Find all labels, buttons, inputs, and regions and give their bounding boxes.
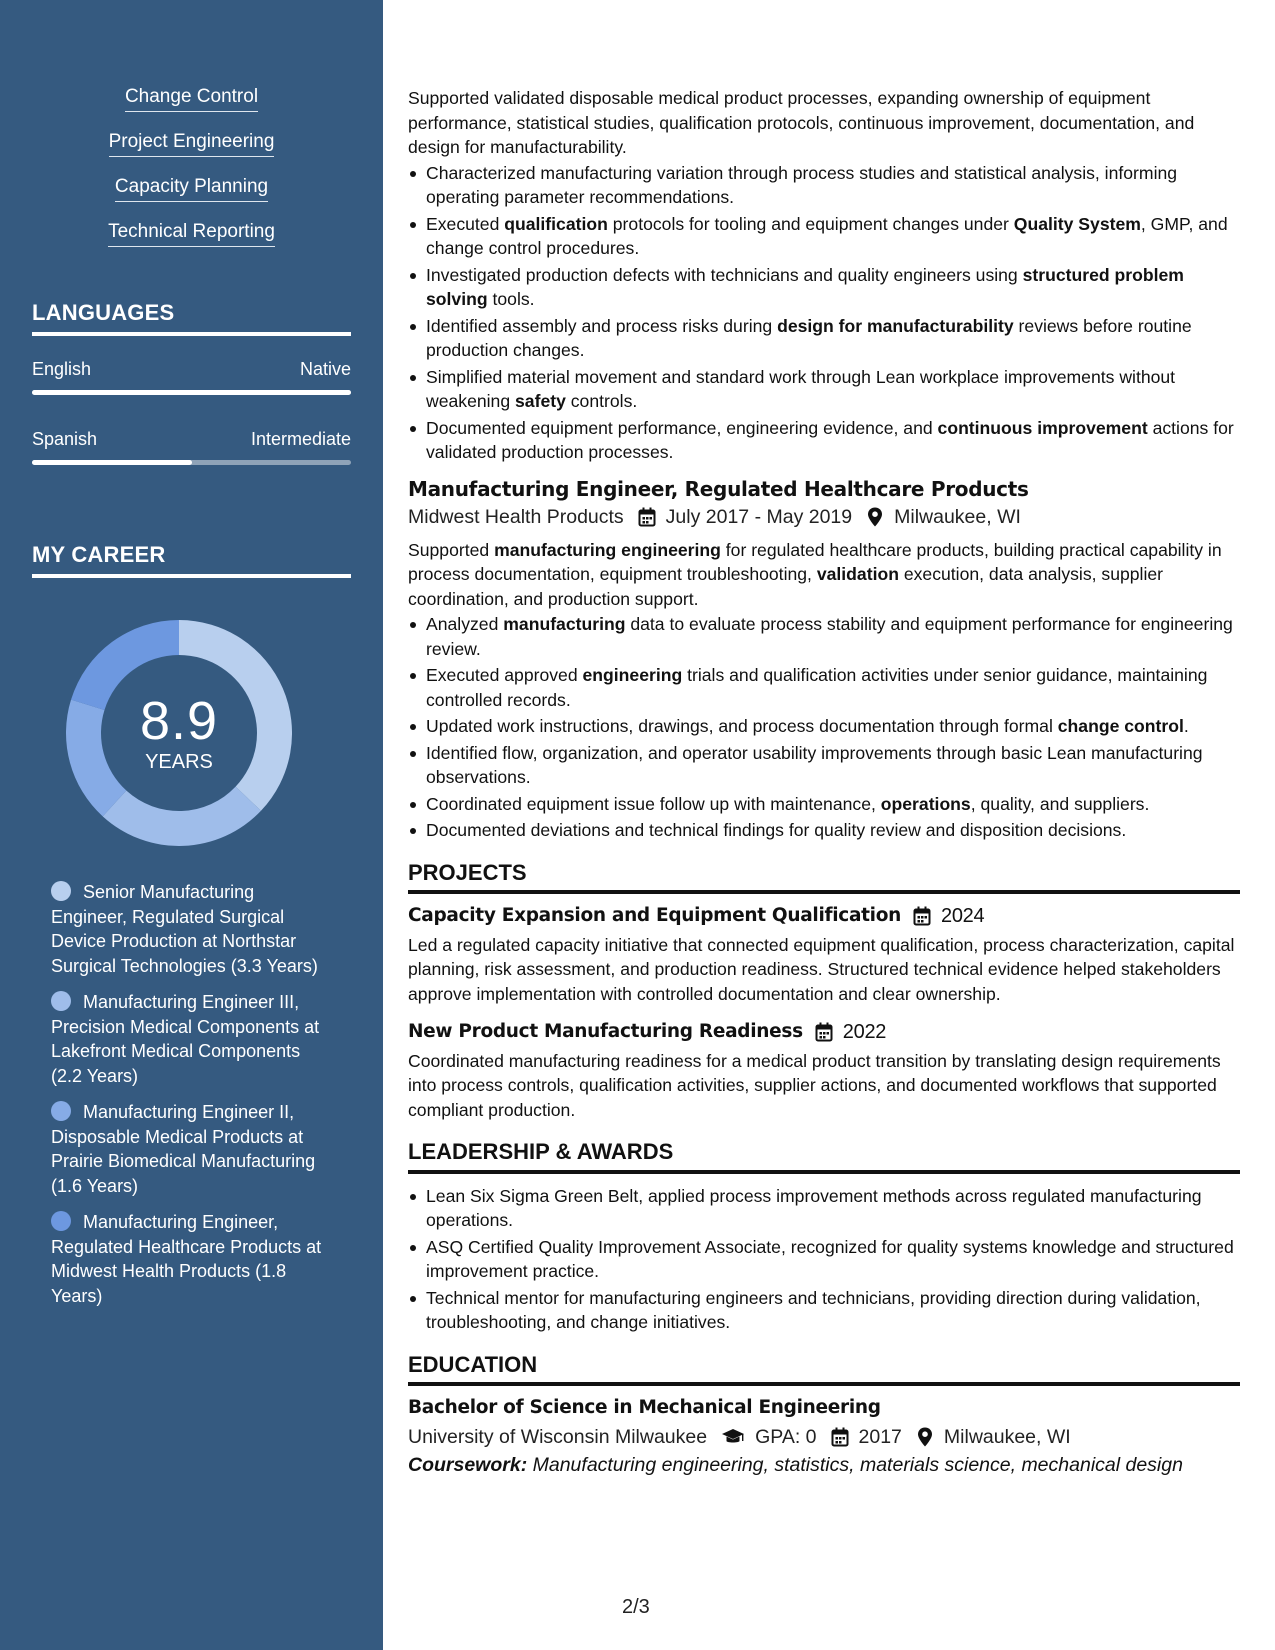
calendar-icon — [815, 1022, 833, 1042]
bullet-item: Investigated production defects with technicians and quality engineers using structured problem solving tools. — [408, 263, 1240, 312]
bullet-item: Analyzed manufacturing data to evaluate process stability and equipment performance for engineering review. — [408, 612, 1240, 661]
skill-label: Capacity Planning — [115, 176, 268, 202]
education-coursework — [408, 1453, 1240, 1478]
skill-item — [0, 176, 383, 221]
job-bullets — [408, 612, 1240, 843]
career-dot — [51, 1101, 71, 1121]
leadership-item: Lean Six Sigma Green Belt, applied process improvement methods across regulated manufacturing operations. — [408, 1184, 1240, 1233]
bullet-item: Coordinated equipment issue follow up with maintenance, operations, quality, and suppliers. — [408, 792, 1240, 817]
calendar-icon — [913, 906, 931, 926]
education-degree: Bachelor of Science in Mechanical Engineering — [408, 1397, 881, 1418]
language-fill — [32, 390, 351, 395]
career-item — [51, 1100, 331, 1198]
leadership-item: ASQ Certified Quality Improvement Associate, recognized for quality systems knowledge and structured improvement practice. — [408, 1235, 1240, 1284]
bullet-item: Identified flow, organization, and operator usability improvements through basic Lean manufacturing observations. — [408, 741, 1240, 790]
skill-label: Project Engineering — [109, 131, 275, 157]
language-fill — [32, 460, 192, 465]
language-level: Native — [299, 359, 351, 379]
bullet-item: Documented equipment performance, engineering evidence, and continuous improvement actions for validated production processes. — [408, 416, 1240, 465]
career-item-text: Manufacturing Engineer, Regulated Healthcare Products at Midwest Health Products (1.8 Years) — [51, 1212, 322, 1306]
language-level: Intermediate — [250, 429, 351, 449]
education-year: 2017 — [858, 1425, 902, 1448]
career-item — [51, 880, 331, 978]
project-title — [408, 1020, 1240, 1045]
calendar-icon — [831, 1427, 849, 1447]
project-description: Led a regulated capacity initiative that connected equipment qualification, process characterization, capital planning, risk assessment, and production readiness. Structured technical evidence helped stakeholders approve implementation with controlled documentation and clear ownership. — [408, 934, 1235, 1004]
bullet-item: Executed qualification protocols for tooling and equipment changes under Quality System, GMP, and change control procedures. — [408, 212, 1240, 261]
career-total — [66, 620, 292, 846]
language-name: Spanish — [32, 429, 98, 449]
location-pin-icon — [866, 507, 884, 527]
sidebar — [0, 0, 383, 1650]
bullet-item: Simplified material movement and standard work through Lean workplace improvements without weakening safety controls. — [408, 365, 1240, 414]
leadership-heading: LEADERSHIP & AWARDS — [408, 1140, 1240, 1174]
project-title-text: New Product Manufacturing Readiness — [408, 1021, 803, 1042]
project-year: 2024 — [941, 905, 985, 927]
education-heading: EDUCATION — [408, 1353, 1240, 1387]
job-company: Midwest Health Products — [408, 506, 624, 528]
skills-list — [0, 86, 383, 266]
skill-item — [0, 131, 383, 176]
calendar-icon — [638, 507, 656, 527]
page-number: 2/3 — [622, 1596, 650, 1618]
career-item-text: Senior Manufacturing Engineer, Regulated Surgical Device Production at Northstar Surgical Technologies (3.3 Years) — [51, 882, 318, 976]
skill-label: Change Control — [125, 86, 258, 112]
bullet-item: Characterized manufacturing variation through process studies and statistical analysis, informing operating parameter recommendations. — [408, 161, 1240, 210]
bullet-item: Documented deviations and technical findings for quality review and disposition decisions. — [408, 818, 1240, 843]
skill-label: Technical Reporting — [108, 221, 275, 247]
leadership-list — [408, 1184, 1240, 1335]
coursework-text: Manufacturing engineering, statistics, materials science, mechanical design — [532, 1454, 1183, 1476]
language-bar-spanish — [32, 460, 351, 465]
project-title-text: Capacity Expansion and Equipment Qualification — [408, 905, 901, 926]
project-title — [408, 904, 1240, 929]
job-summary: Supported manufacturing engineering for regulated healthcare products, building practical capability in process documentation, equipment troubleshooting, validation execution, data analysis, supplier coordination, and production support. — [408, 539, 1222, 609]
career-item-text: Manufacturing Engineer II, Disposable Medical Products at Prairie Biomedical Manufacturing (1.6 Years) — [51, 1102, 316, 1196]
language-name: English — [32, 359, 92, 379]
job-summary: Supported validated disposable medical product processes, expanding ownership of equipment performance, statistical studies, qualification protocols, continuous improvement, documentation, and design for manufacturability. — [408, 88, 1195, 157]
career-item — [51, 990, 331, 1088]
language-row-spanish — [32, 429, 351, 450]
main-content — [408, 86, 1240, 1478]
skill-item — [0, 86, 383, 131]
languages-heading: LANGUAGES — [32, 300, 351, 336]
job-meta — [408, 505, 1240, 530]
bullet-item: Updated work instructions, drawings, and process documentation through formal change control. — [408, 714, 1240, 739]
career-dot — [51, 991, 71, 1011]
education-location: Milwaukee, WI — [943, 1425, 1071, 1448]
skill-item — [0, 221, 383, 266]
education-gpa: GPA: 0 — [755, 1425, 817, 1448]
career-item — [51, 1210, 331, 1308]
language-row-english — [32, 359, 351, 380]
job-dates: July 2017 - May 2019 — [665, 506, 853, 528]
career-dot — [51, 881, 71, 901]
project-year: 2022 — [842, 1021, 887, 1043]
graduation-cap-icon — [721, 1428, 745, 1446]
bullet-item: Executed approved engineering trials and qualification activities under senior guidance, maintaining controlled records. — [408, 663, 1240, 712]
career-list — [51, 880, 331, 1320]
bullet-item: Identified assembly and process risks during design for manufacturability reviews before routine production changes. — [408, 314, 1240, 363]
job-location: Milwaukee, WI — [894, 506, 1021, 528]
job-bullets — [408, 161, 1240, 465]
language-bar-english — [32, 390, 351, 395]
career-total-number: 8.9 — [139, 690, 219, 751]
career-dot — [51, 1211, 71, 1231]
project-description: Coordinated manufacturing readiness for a medical product transition by translating design requirements into process controls, qualification activities, supplier actions, and documented workflows that supported compliant production. — [408, 1050, 1221, 1120]
education-school: University of Wisconsin Milwaukee — [408, 1425, 708, 1448]
projects-heading: PROJECTS — [408, 861, 1240, 895]
career-item-text: Manufacturing Engineer III, Precision Medical Components at Lakefront Medical Components (2.2 Years) — [51, 992, 320, 1086]
location-pin-icon — [916, 1427, 934, 1447]
leadership-item: Technical mentor for manufacturing engineers and technicians, providing direction during validation, troubleshooting, and change initiatives. — [408, 1286, 1240, 1335]
career-heading: MY CAREER — [32, 542, 351, 578]
job-title: Manufacturing Engineer, Regulated Healthcare Products — [408, 476, 1029, 501]
career-total-unit: YEARS — [145, 750, 213, 773]
education-meta — [408, 1425, 1240, 1450]
coursework-label: Coursework: — [408, 1454, 528, 1476]
